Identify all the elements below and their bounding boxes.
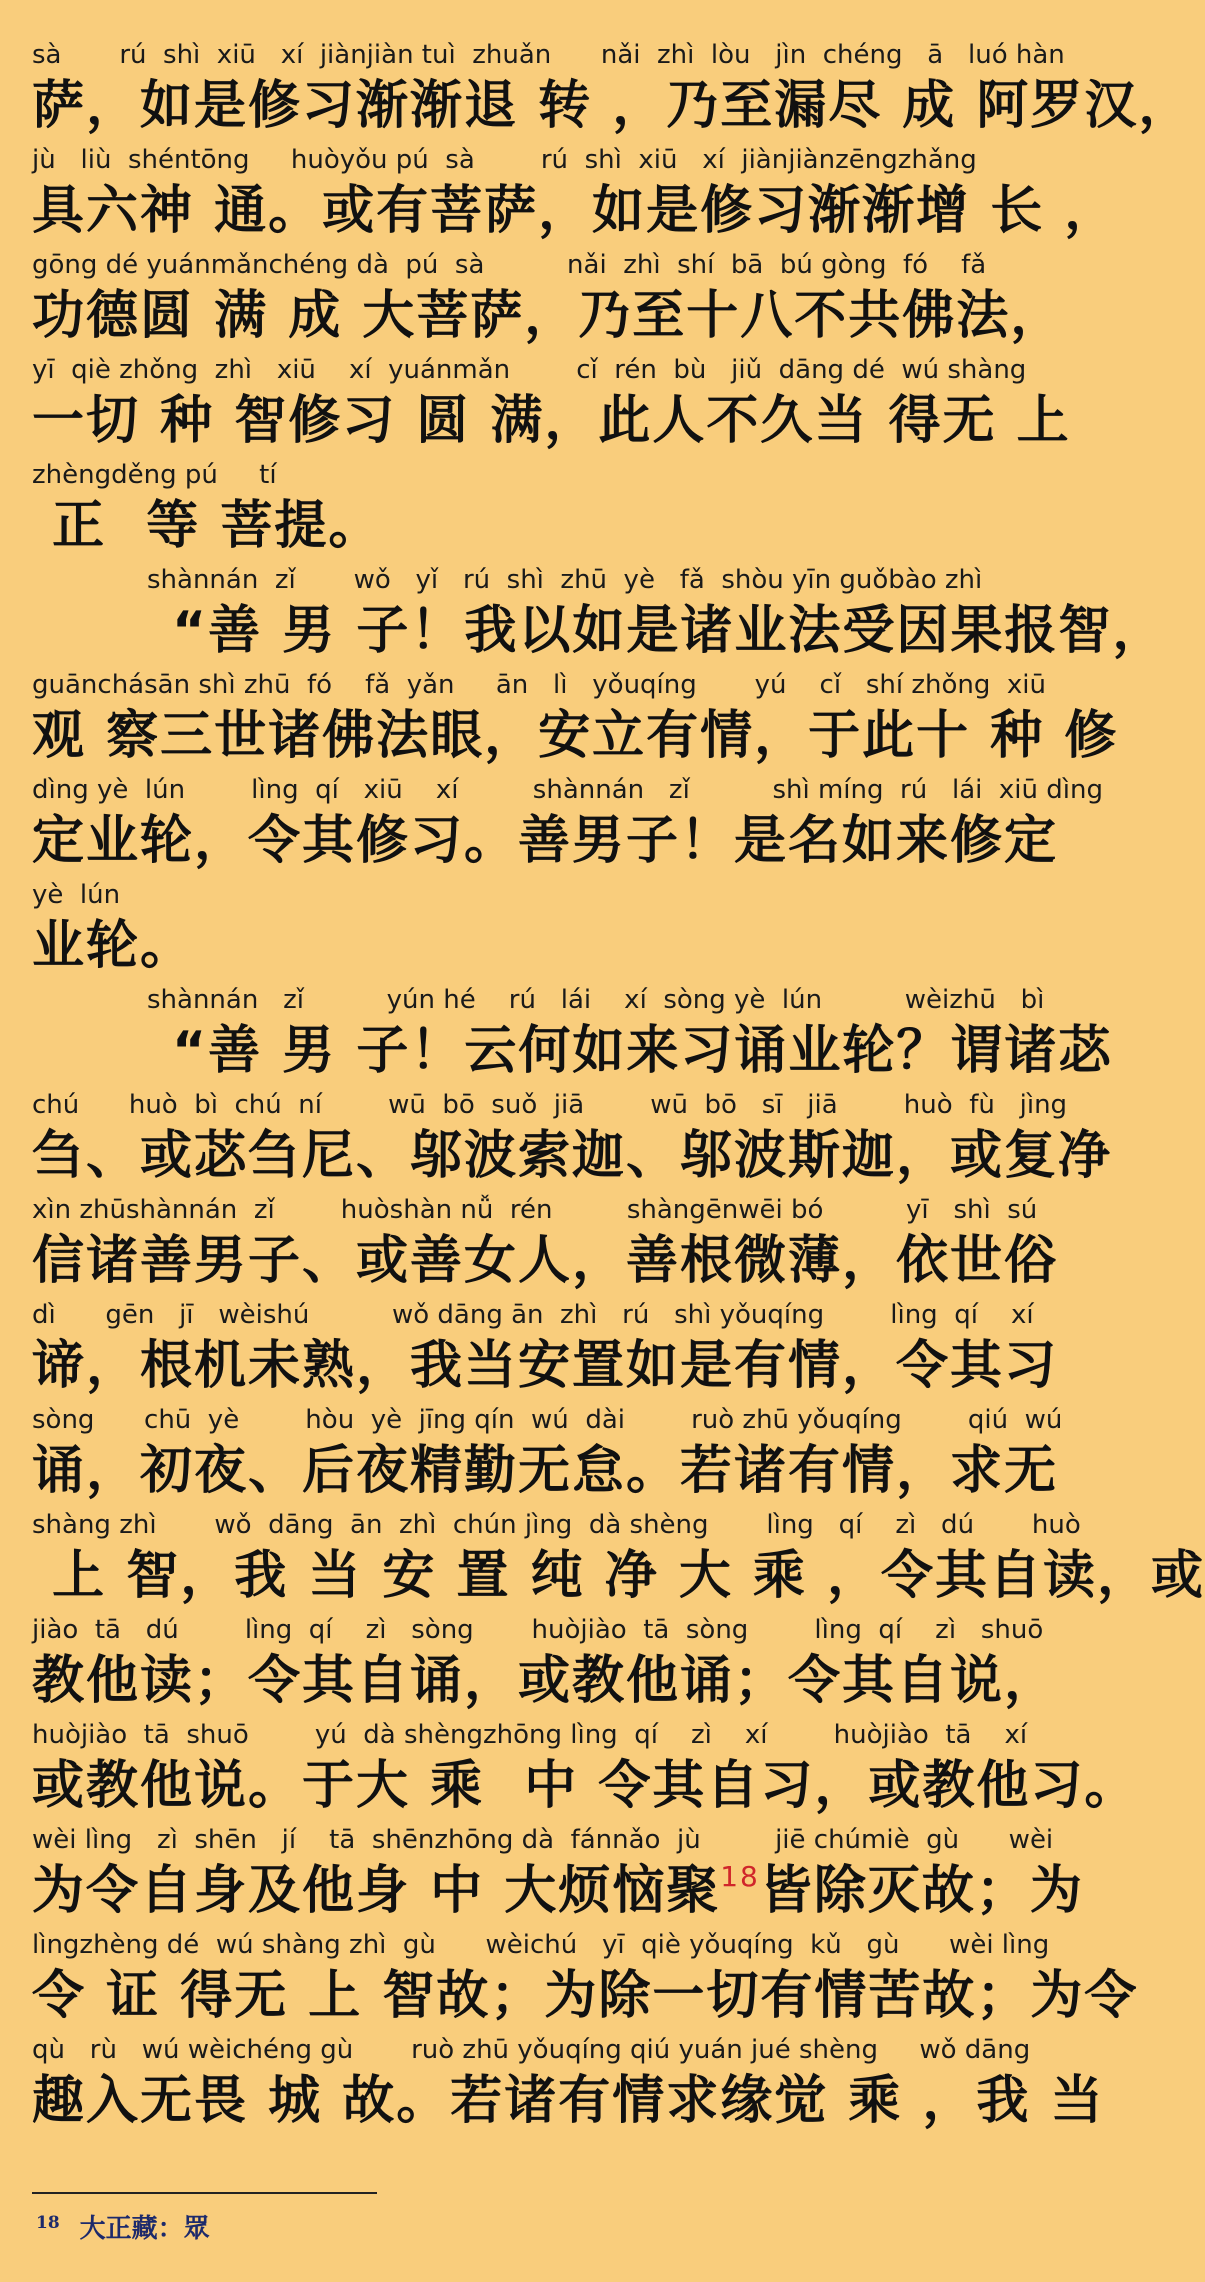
pinyin-row: dì gēn jī wèishú wǒ dāng ān zhì rú shì yǒuqíng lìng qí xí bbox=[32, 1300, 1034, 1330]
hanzi-row: 教他读；令其自诵，或教他诵；令其自说， bbox=[32, 1651, 1059, 1711]
text-line bbox=[32, 983, 1113, 1088]
pinyin-row: sà rú shì xiū xí jiànjiàn tuì zhuǎn nǎi zhì lòu jìn chéng ā luó hàn bbox=[32, 40, 1065, 70]
hanzi-row: 趣入无畏 城 故。若诸有情求缘觉 乘 ，我 当 bbox=[32, 2071, 1105, 2131]
text-line bbox=[32, 1613, 1062, 1718]
hanzi-row: 刍、或苾刍尼、邬波索迦、邬波斯迦，或复净 bbox=[32, 1126, 1113, 1186]
text-line bbox=[32, 563, 1167, 668]
pinyin-row: qù rù wú wèichéng gù ruò zhū yǒuqíng qiú yuán jué shèng wǒ dāng bbox=[32, 2035, 1031, 2065]
pinyin-row: guānchásān shì zhū fó fǎ yǎn ān lì yǒuqíng yú cǐ shí zhǒng xiū bbox=[32, 670, 1046, 700]
text-line bbox=[32, 668, 1119, 773]
text-line bbox=[32, 1718, 1139, 1823]
pinyin-row: huòjiào tā shuō yú dà shèngzhōng lìng qí zì xí huòjiào tā xí bbox=[32, 1720, 1028, 1750]
pinyin-row: chú huò bì chú ní wū bō suǒ jiā wū bō sī jiā huò fù jìng bbox=[32, 1090, 1068, 1120]
text-line bbox=[32, 1403, 1062, 1508]
footnote-number: 18 bbox=[36, 2213, 60, 2233]
pinyin-row: jù liù shéntōng huòyǒu pú sà rú shì xiū xí jiànjiànzēngzhǎng bbox=[32, 145, 977, 175]
pinyin-row: shàng zhì wǒ dāng ān zhì chún jìng dà shèng lìng qí zì dú huò bbox=[32, 1510, 1081, 1540]
hanzi-row: 观 察三世诸佛法眼，安立有情，于此十 种 修 bbox=[32, 706, 1119, 766]
hanzi-row: 谛，根机未熟，我当安置如是有情，令其习 bbox=[32, 1336, 1059, 1396]
hanzi-row: 正 等 菩提。 bbox=[32, 496, 383, 556]
hanzi-row bbox=[32, 1857, 1084, 1925]
pinyin-row: dìng yè lún lìng qí xiū xí shànnán zǐ shì míng rú lái xiū dìng bbox=[32, 775, 1103, 805]
pinyin-row: yī qiè zhǒng zhì xiū xí yuánmǎn cǐ rén bù jiǔ dāng dé wú shàng bbox=[32, 355, 1027, 385]
text-line bbox=[32, 353, 1071, 458]
hanzi-segment: 皆除灭故；为 bbox=[759, 1861, 1084, 1921]
text-line bbox=[32, 1193, 1062, 1298]
hanzi-row: “善 男 子！我以如是诸业法受因果报智， bbox=[172, 601, 1167, 661]
hanzi-row: 业轮。 bbox=[32, 916, 195, 976]
hanzi-row: 萨，如是修习渐渐退 转 ，乃至漏尽 成 阿罗汉， bbox=[32, 76, 1193, 136]
pinyin-row: sòng chū yè hòu yè jīng qín wú dài ruò zhū yǒuqíng qiú wú bbox=[32, 1405, 1063, 1435]
pinyin-row: shànnán zǐ wǒ yǐ rú shì zhū yè fǎ shòu yīn guǒbào zhì bbox=[147, 565, 983, 595]
text-line bbox=[32, 878, 1062, 983]
text-line bbox=[32, 773, 1103, 878]
hanzi-row: 一切 种 智修习 圆 满，此人不久当 得无 上 bbox=[32, 391, 1071, 451]
hanzi-row: 或教他说。于大 乘 中 令其自习，或教他习。 bbox=[32, 1756, 1139, 1816]
text-line bbox=[32, 2033, 1105, 2138]
hanzi-segment: 为令自身及他身 中 大烦恼聚 bbox=[32, 1861, 721, 1921]
pinyin-row: yè lún bbox=[32, 880, 121, 910]
pinyin-row: shànnán zǐ yún hé rú lái xí sòng yè lún wèizhū bì bbox=[147, 985, 1045, 1015]
hanzi-row: 令 证 得无 上 智故；为除一切有情苦故；为令 bbox=[32, 1966, 1139, 2026]
text-line bbox=[32, 1508, 1205, 1613]
footnote bbox=[36, 2208, 210, 2245]
pinyin-row: zhèngděng pú tí bbox=[32, 460, 277, 490]
hanzi-row: 具六神 通。或有菩萨，如是修习渐渐增 长 ， bbox=[32, 181, 1119, 241]
hanzi-row: 诵，初夜、后夜精勤无怠。若诸有情，求无 bbox=[32, 1441, 1059, 1501]
pinyin-row: gōng dé yuánmǎnchéng dà pú sà nǎi zhì shí bā bú gòng fó fǎ bbox=[32, 250, 987, 280]
pinyin-row: wèi lìng zì shēn jí tā shēnzhōng dà fánnǎo jù jiē chúmiè gù wèi bbox=[32, 1825, 1054, 1855]
text-line bbox=[32, 248, 1065, 353]
text-line bbox=[32, 458, 1062, 563]
text-line bbox=[32, 1088, 1113, 1193]
hanzi-row: 定业轮，令其修习。善男子！是名如来修定 bbox=[32, 811, 1059, 871]
hanzi-row: “善 男 子！云何如来习诵业轮？谓诸苾 bbox=[172, 1021, 1113, 1081]
text-line bbox=[32, 1298, 1062, 1403]
hanzi-row: 信诸善男子、或善女人，善根微薄，依世俗 bbox=[32, 1231, 1059, 1291]
footnote-text: 大正藏：眾 bbox=[79, 2214, 210, 2244]
hanzi-row: 功德圆 满 成 大菩萨，乃至十八不共佛法， bbox=[32, 286, 1065, 346]
text-line bbox=[32, 38, 1193, 143]
text-line bbox=[32, 143, 1119, 248]
text-line bbox=[32, 1928, 1139, 2033]
pinyin-row: lìngzhèng dé wú shàng zhì gù wèichú yī qiè yǒuqíng kǔ gù wèi lìng bbox=[32, 1930, 1050, 1960]
hanzi-row: 上 智，我 当 安 置 纯 净 大 乘 ，令其自读，或 bbox=[32, 1546, 1205, 1606]
pinyin-row: xìn zhūshànnán zǐ huòshàn nǚ rén shàngēnwēi bó yī shì sú bbox=[32, 1195, 1038, 1225]
footnote-marker[interactable]: 18 bbox=[720, 1860, 760, 1893]
pinyin-row: jiào tā dú lìng qí zì sòng huòjiào tā sòng lìng qí zì shuō bbox=[32, 1615, 1044, 1645]
text-line bbox=[32, 1823, 1084, 1928]
footnote-divider bbox=[32, 2192, 377, 2194]
